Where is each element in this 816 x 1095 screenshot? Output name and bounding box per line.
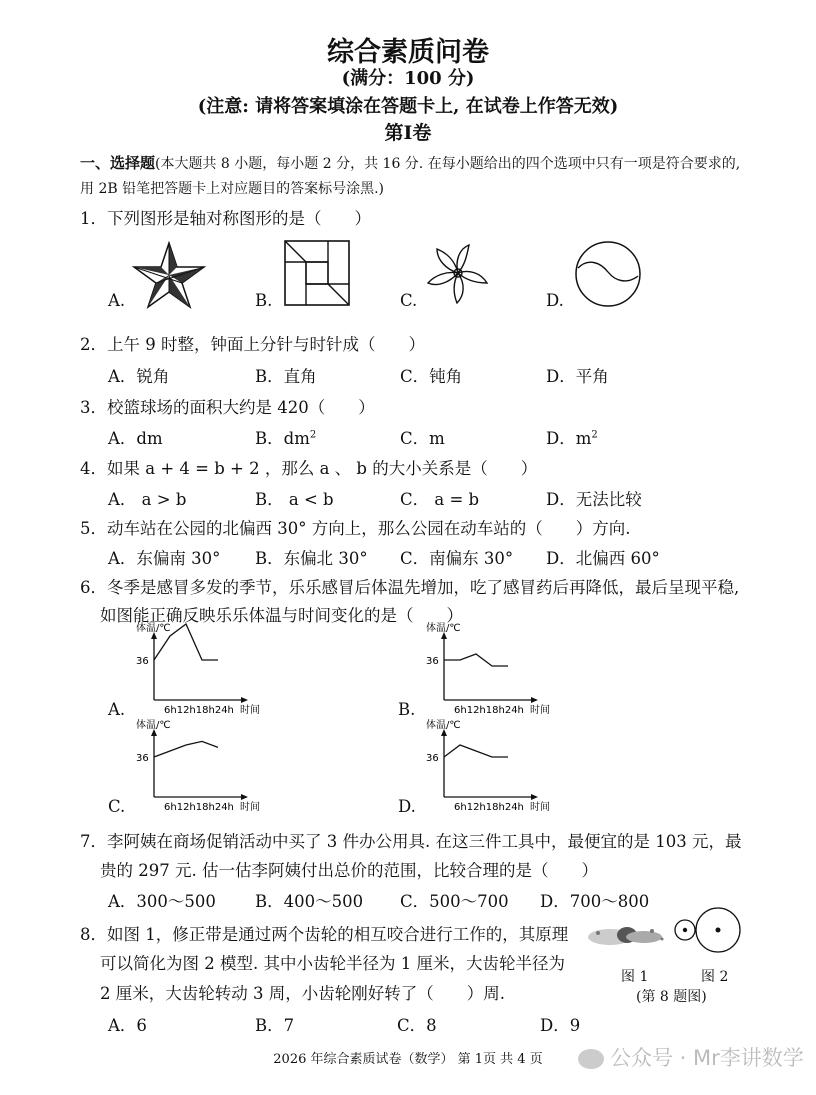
q7-option-d[interactable]: D．700～800 bbox=[540, 892, 650, 911]
q5-option-c[interactable]: C．南偏东 30° bbox=[400, 549, 514, 568]
q3-stem: 3．校篮球场的面积大约是 420（ ） bbox=[80, 398, 375, 417]
section-heading bbox=[80, 152, 740, 173]
part-title: 第I卷 bbox=[384, 122, 432, 144]
fig1-label: 图 1 bbox=[621, 969, 649, 985]
q3-option-b-text: B．dm bbox=[255, 429, 310, 448]
figure-caption: (第 8 题图) bbox=[636, 989, 707, 1005]
q6-stem-line1: 6．冬季是感冒多发的季节，乐乐感冒后体温先增加，吃了感冒药后再降低，最后呈现平稳, bbox=[80, 578, 740, 597]
x-axis-arrow bbox=[531, 697, 538, 703]
section-instructions-2: 用 2B 铅笔把答题卡上对应题目的答案标号涂黑.) bbox=[80, 181, 385, 197]
star-figure bbox=[132, 243, 206, 307]
q7-option-b[interactable]: B．400～500 bbox=[255, 892, 364, 911]
yin-yang-circle-figure bbox=[574, 240, 642, 308]
q3-option-d-sup: 2 bbox=[591, 429, 598, 441]
q1-option-a[interactable]: A. bbox=[108, 291, 126, 310]
q3-option-d[interactable] bbox=[546, 425, 598, 449]
watermark-text: 公众号 · Mr李讲数学 bbox=[610, 1046, 804, 1070]
fig2-label: 图 2 bbox=[701, 969, 729, 985]
y-tick-label: 36 bbox=[136, 656, 149, 667]
q8-option-a[interactable]: A．6 bbox=[108, 1016, 147, 1035]
q5-option-d[interactable]: D．北偏西 60° bbox=[546, 549, 660, 568]
q5-option-a[interactable]: A．东偏南 30° bbox=[108, 549, 221, 568]
x-tick-labels: 6h12h18h24h bbox=[164, 705, 234, 716]
wechat-icon bbox=[578, 1049, 604, 1069]
x-axis-label: 时间 bbox=[240, 802, 260, 813]
q3-option-c[interactable]: C．m bbox=[400, 429, 445, 448]
q7-option-a[interactable]: A．300～500 bbox=[108, 892, 216, 911]
q1-option-c[interactable]: C. bbox=[400, 291, 418, 310]
q4-option-b[interactable]: B． a < b bbox=[255, 490, 334, 509]
gear-model-figure bbox=[672, 908, 746, 958]
x-tick-labels: 6h12h18h24h bbox=[164, 802, 234, 813]
temperature-graph-b bbox=[420, 620, 550, 720]
q6-option-c[interactable]: C. bbox=[108, 797, 126, 816]
temperature-series-line bbox=[444, 654, 508, 666]
flower-figure bbox=[425, 243, 491, 307]
x-axis-arrow bbox=[241, 794, 248, 800]
q2-option-c[interactable]: C．钝角 bbox=[400, 367, 463, 386]
y-tick-label: 36 bbox=[426, 753, 439, 764]
q8-option-b[interactable]: B．7 bbox=[255, 1016, 295, 1035]
q7-stem-line1: 7．李阿姨在商场促销活动中买了 3 件办公用具. 在这三件工具中，最便宜的是 103 元，最 bbox=[80, 832, 742, 851]
q3-option-b[interactable] bbox=[255, 425, 316, 449]
q8-stem-line3: 2 厘米，大齿轮转动 3 周，小齿轮刚好转了（ ）周. bbox=[100, 984, 505, 1003]
q3-option-a[interactable]: A．dm bbox=[108, 429, 163, 448]
x-axis-arrow bbox=[531, 794, 538, 800]
x-axis-label: 时间 bbox=[240, 705, 260, 716]
q5-option-b[interactable]: B．东偏北 30° bbox=[255, 549, 368, 568]
q4-stem: 4．如果 a + 4 = b + 2 ，那么 a 、 b 的大小关系是（ ） bbox=[80, 459, 538, 478]
temperature-graph-d bbox=[420, 717, 550, 817]
page-footer: 2026 年综合素质试卷（数学） 第 1页 共 4 页 bbox=[273, 1052, 543, 1067]
q4-option-d[interactable]: D．无法比较 bbox=[546, 490, 642, 509]
correction-tape-photo bbox=[582, 915, 674, 957]
q7-option-c[interactable]: C．500～700 bbox=[400, 892, 509, 911]
y-axis-label: 体温/℃ bbox=[136, 720, 171, 731]
q8-stem-line2: 可以简化为图 2 模型. 其中小齿轮半径为 1 厘米，大齿轮半径为 bbox=[100, 954, 565, 973]
x-axis-arrow bbox=[241, 697, 248, 703]
q1-option-d[interactable]: D. bbox=[546, 291, 564, 310]
q5-stem: 5．动车站在公园的北偏西 30° 方向上，那么公园在动车站的（ ）方向. bbox=[80, 519, 631, 538]
q8-option-c[interactable]: C．8 bbox=[397, 1016, 437, 1035]
y-axis-label: 体温/℃ bbox=[136, 623, 171, 634]
temperature-series-line bbox=[154, 741, 218, 757]
q4-option-c[interactable]: C． a = b bbox=[400, 490, 480, 509]
q6-option-b[interactable]: B. bbox=[398, 700, 416, 719]
q1-stem: 1．下列图形是轴对称图形的是（ ） bbox=[80, 209, 371, 228]
y-axis-label: 体温/℃ bbox=[426, 720, 461, 731]
temperature-graph-a bbox=[130, 620, 260, 720]
q6-option-d[interactable]: D. bbox=[398, 797, 416, 816]
q2-stem: 2．上午 9 时整，钟面上分针与时针成（ ） bbox=[80, 335, 425, 354]
x-tick-labels: 6h12h18h24h bbox=[454, 705, 524, 716]
x-axis-label: 时间 bbox=[530, 802, 550, 813]
score-note: (满分：100 分) bbox=[341, 68, 475, 89]
q2-option-a[interactable]: A．锐角 bbox=[108, 367, 170, 386]
notice: (注意: 请将答案填涂在答题卡上, 在试卷上作答无效) bbox=[197, 96, 619, 117]
q7-stem-line2: 贵的 297 元. 估一估李阿姨付出总价的范围，比较合理的是（ ） bbox=[100, 861, 598, 880]
q3-option-b-sup: 2 bbox=[309, 429, 317, 441]
x-axis-label: 时间 bbox=[530, 705, 550, 716]
y-axis-label: 体温/℃ bbox=[426, 623, 461, 634]
q8-option-d[interactable]: D．9 bbox=[540, 1016, 581, 1035]
q6-option-a[interactable]: A. bbox=[108, 700, 126, 719]
q8-stem-line1: 8．如图 1，修正带是通过两个齿轮的相互咬合进行工作的，其原理 bbox=[80, 925, 569, 944]
watermark bbox=[578, 1042, 804, 1072]
q6-stem-line2: 如图能正确反映乐乐体温与时间变化的是（ ） bbox=[100, 606, 463, 625]
q3-option-d-text: D．m bbox=[546, 429, 592, 448]
q2-option-b[interactable]: B．直角 bbox=[255, 367, 317, 386]
temperature-graph-c bbox=[130, 717, 260, 817]
section-instructions: (本大题共 8 小题，每小题 2 分，共 16 分. 在每小题给出的四个选项中只有一项是符合要求的, bbox=[155, 156, 741, 172]
section-label: 一、选择题 bbox=[80, 154, 156, 172]
x-tick-labels: 6h12h18h24h bbox=[454, 802, 524, 813]
q2-option-d[interactable]: D．平角 bbox=[546, 367, 609, 386]
page-title: 综合素质问卷 bbox=[327, 37, 489, 68]
q4-option-a[interactable]: A． a > b bbox=[108, 490, 187, 509]
y-tick-label: 36 bbox=[426, 656, 439, 667]
y-tick-label: 36 bbox=[136, 753, 149, 764]
q1-option-b[interactable]: B. bbox=[255, 291, 273, 310]
pinwheel-square-figure bbox=[284, 240, 350, 306]
